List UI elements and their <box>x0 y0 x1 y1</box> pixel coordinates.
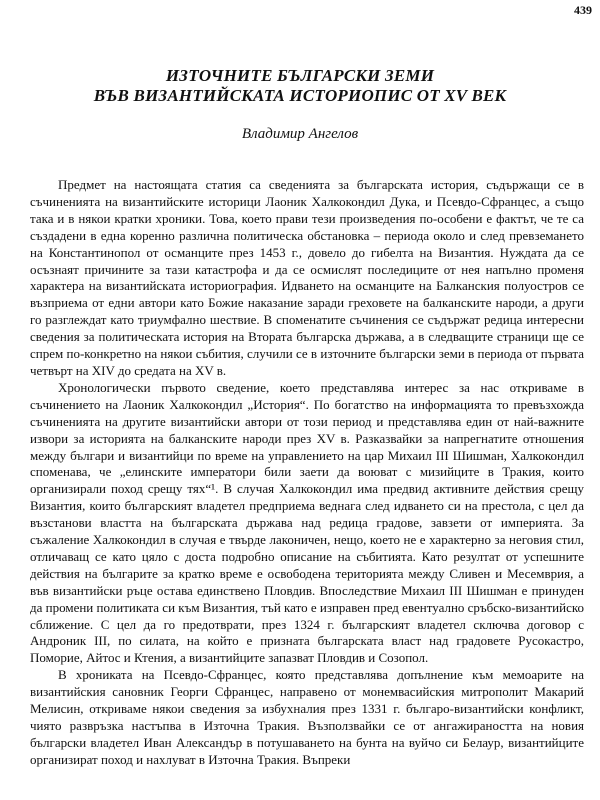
paragraph: Хронологически първото сведение, което представлява интерес за нас откриваме в съчинението на Лаоник Халкокондил „История“. По богатство на информацията то превъзхожда съчиненията на другите византийски автори от този период и представлява един от най-важните извори за историята на балканските народи през XV в. Разказвайки за напрегнатите отношения между българи и византийци по време на управлението на цар Михаил III Шишман, Халкокондил споменава, че „елинските императори били заети да воюват с мизийците в Тракия, които организирали поход срещу тях“¹. В случая Халкокондил има предвид активните действия срещу Византия, които българският владетел предприема веднага след идването си на престола, с цел да възстанови властта на българската държава над редица градове, завзети от империята. За съжаление Халкокондил в случая е твърде лаконичен, нещо, което не е характерно за неговия стил, отличаващ се като цяло с доста подробно описание на събитията. Като резултат от успешните действия на българите за кратко време е освободена територията между Сливен и Месемврия, а във византийски ръце остава единствено Пловдив. Впоследствие Михаил III Шишман е принуден да промени политиката си към Византия, тъй като е изправен пред евентуално сръбско-византийско сближение. С цел да го предотврати, през 1324 г. българският владетел сключва договор с Андроник III, по силата, на който е призната българската власт над градовете Русокастро, Поморие, Айтос и Ктения, а византийците запазват Пловдив и Созопол. <box>30 379 584 666</box>
article-title <box>0 66 600 106</box>
author-name: Владимир Ангелов <box>241 126 359 142</box>
title-line-2: ВЪВ ВИЗАНТИЙСКАТА ИСТОРИОПИС ОТ XV ВЕК <box>93 86 507 105</box>
paragraph: Предмет на настоящата статия са сведенията за българската история, съдържащи се в съчиненията на византийските историци Лаоник Халкокондил Дука, и Псевдо-Сфранцес, а също така и в някои кратки хроники. Това, което прави тези произведения по-особени е фактът, че те са създадени в една коренно различна политическа обстановка – периода около и след превземането на Константинопол от османците през 1453 г., довело до гибелта на Византия. Нуждата да се осъзнаят причините за тази катастрофа и да се осмислят последиците от нея напълно променя характера на византийската историография. Идването на османците на Балканския полуостров се възприема от едни автори като Божие наказание заради греховете на балканските народи, а други го разглеждат като триумфално шествие. В споменатите съчинения се съдържат редица интересни сведения за политическата история на Втората българска държава, а в следващите страници ще се спрем по-конкретно на някои събития, случили се в източните български земи в периода от първата четвърт на XIV до средата на XV в. <box>30 177 584 378</box>
title-line-1: ИЗТОЧНИТЕ БЪЛГАРСКИ ЗЕМИ <box>165 66 435 85</box>
paragraph: В хрониката на Псевдо-Сфранцес, която представлява допълнение към мемоарите на византийския сановник Георги Сфранцес, направено от монемвасийския митрополит Макарий Мелисин, откриваме някои сведения за избухналия през 1331 г. българо-византийски конфликт, чиято развръзка настъпва в Източна Тракия. Възползвайки се от ангажираността на новия български владетел Иван Александър в потушаването на бунта на вуйчо си Белаур, византийците организират поход и нахлуват в Източна Тракия. Въпреки <box>30 667 584 767</box>
article-body <box>30 177 584 769</box>
page-number: 439 <box>574 3 592 17</box>
